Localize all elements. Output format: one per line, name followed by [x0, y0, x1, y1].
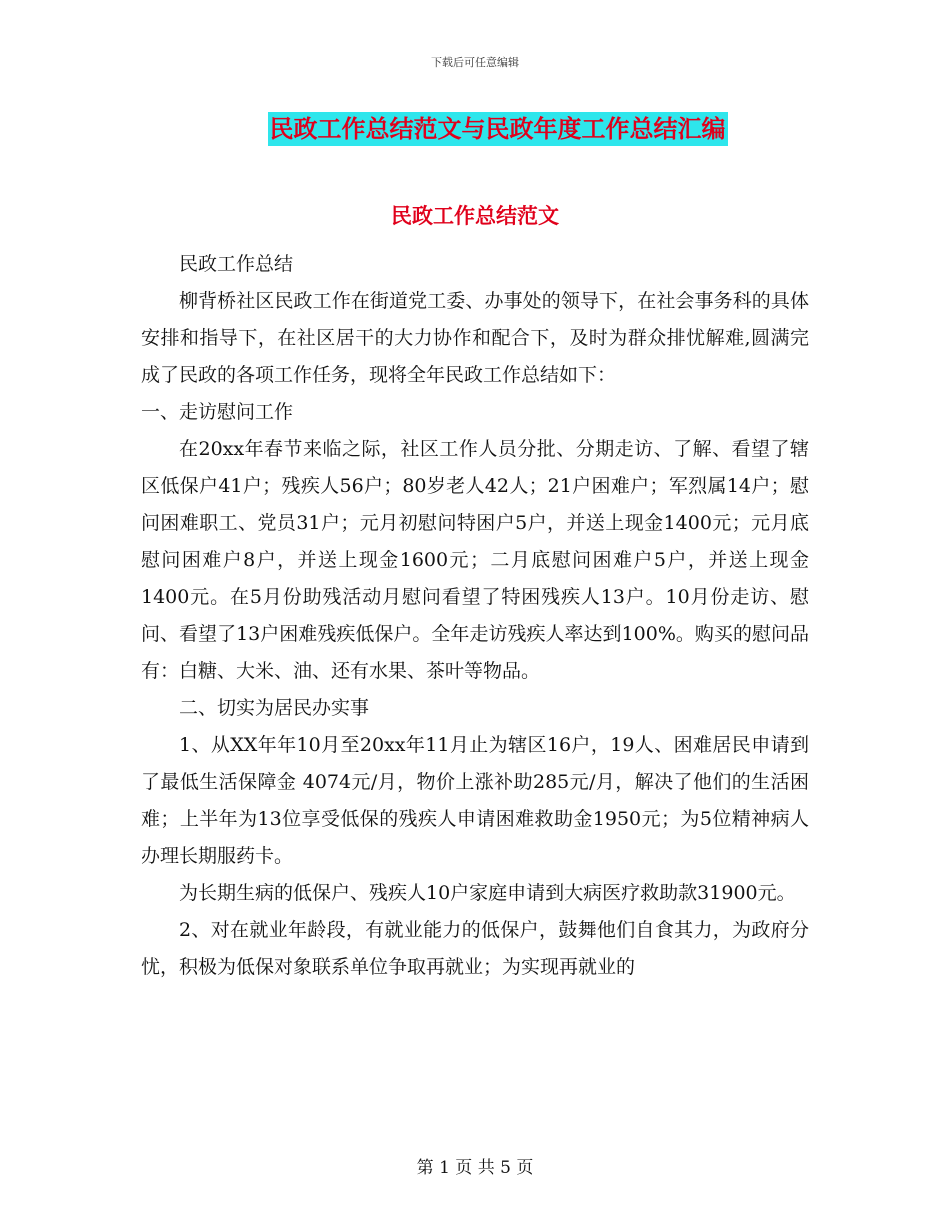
paragraph-subsistence: 1、从XX年年10月至20xx年11月止为辖区16户，19人、困难居民申请到了最低生活保障金 4074元/月，物价上涨补助285元/月，解决了他们的生活困难；上半年为13位享受低保的残疾人申请困难救助金1950元；为5位精神病人办理长期服药卡。 [141, 734, 809, 867]
paragraph-intro: 柳背桥社区民政工作在街道党工委、办事处的领导下，在社会事务科的具体安排和指导下，在社区居干的大力协作和配合下，及时为群众排忧解难,圆满完成了民政的各项工作任务，现将全年民政工作总结如下： [141, 290, 809, 386]
paragraph-employment: 2、对在就业年龄段，有就业能力的低保户，鼓舞他们自食其力，为政府分忧，积极为低保对象联系单位争取再就业；为实现再就业的 [141, 919, 809, 978]
paragraph-visits: 在20xx年春节来临之际，社区工作人员分批、分期走访、了解、看望了辖区低保户41户；残疾人56户；80岁老人42人；21户困难户；军烈属14户；慰问困难职工、党员31户；元月初慰问特困户5户，并送上现金1400元；元月底慰问困难户8户，并送上现金1600元；二月底慰问困难户5户，并送上现金1400元。在5月份助残活动月慰问看望了特困残疾人13户。10月份走访、慰问、看望了13户困难残疾低保户。全年走访残疾人率达到100%。购买的慰问品有：白糖、大米、油、还有水果、茶叶等物品。 [141, 438, 809, 682]
page-footer: 第 1 页 共 5 页 [416, 1158, 534, 1178]
document-title-wrap [0, 112, 950, 146]
heading-visits: 一、走访慰问工作 [141, 401, 294, 423]
heading-practical-help: 二、切实为居民办实事 [179, 697, 370, 719]
document-body [141, 246, 809, 986]
header-note: 下载后可任意编辑 [431, 56, 519, 69]
section-title: 民政工作总结范文 [391, 203, 559, 228]
paragraph-heading: 民政工作总结 [179, 253, 294, 275]
paragraph-medical-aid: 为长期生病的低保户、残疾人10户家庭申请到大病医疗救助款31900元。 [179, 882, 796, 904]
document-title: 民政工作总结范文与民政年度工作总结汇编 [268, 112, 728, 146]
